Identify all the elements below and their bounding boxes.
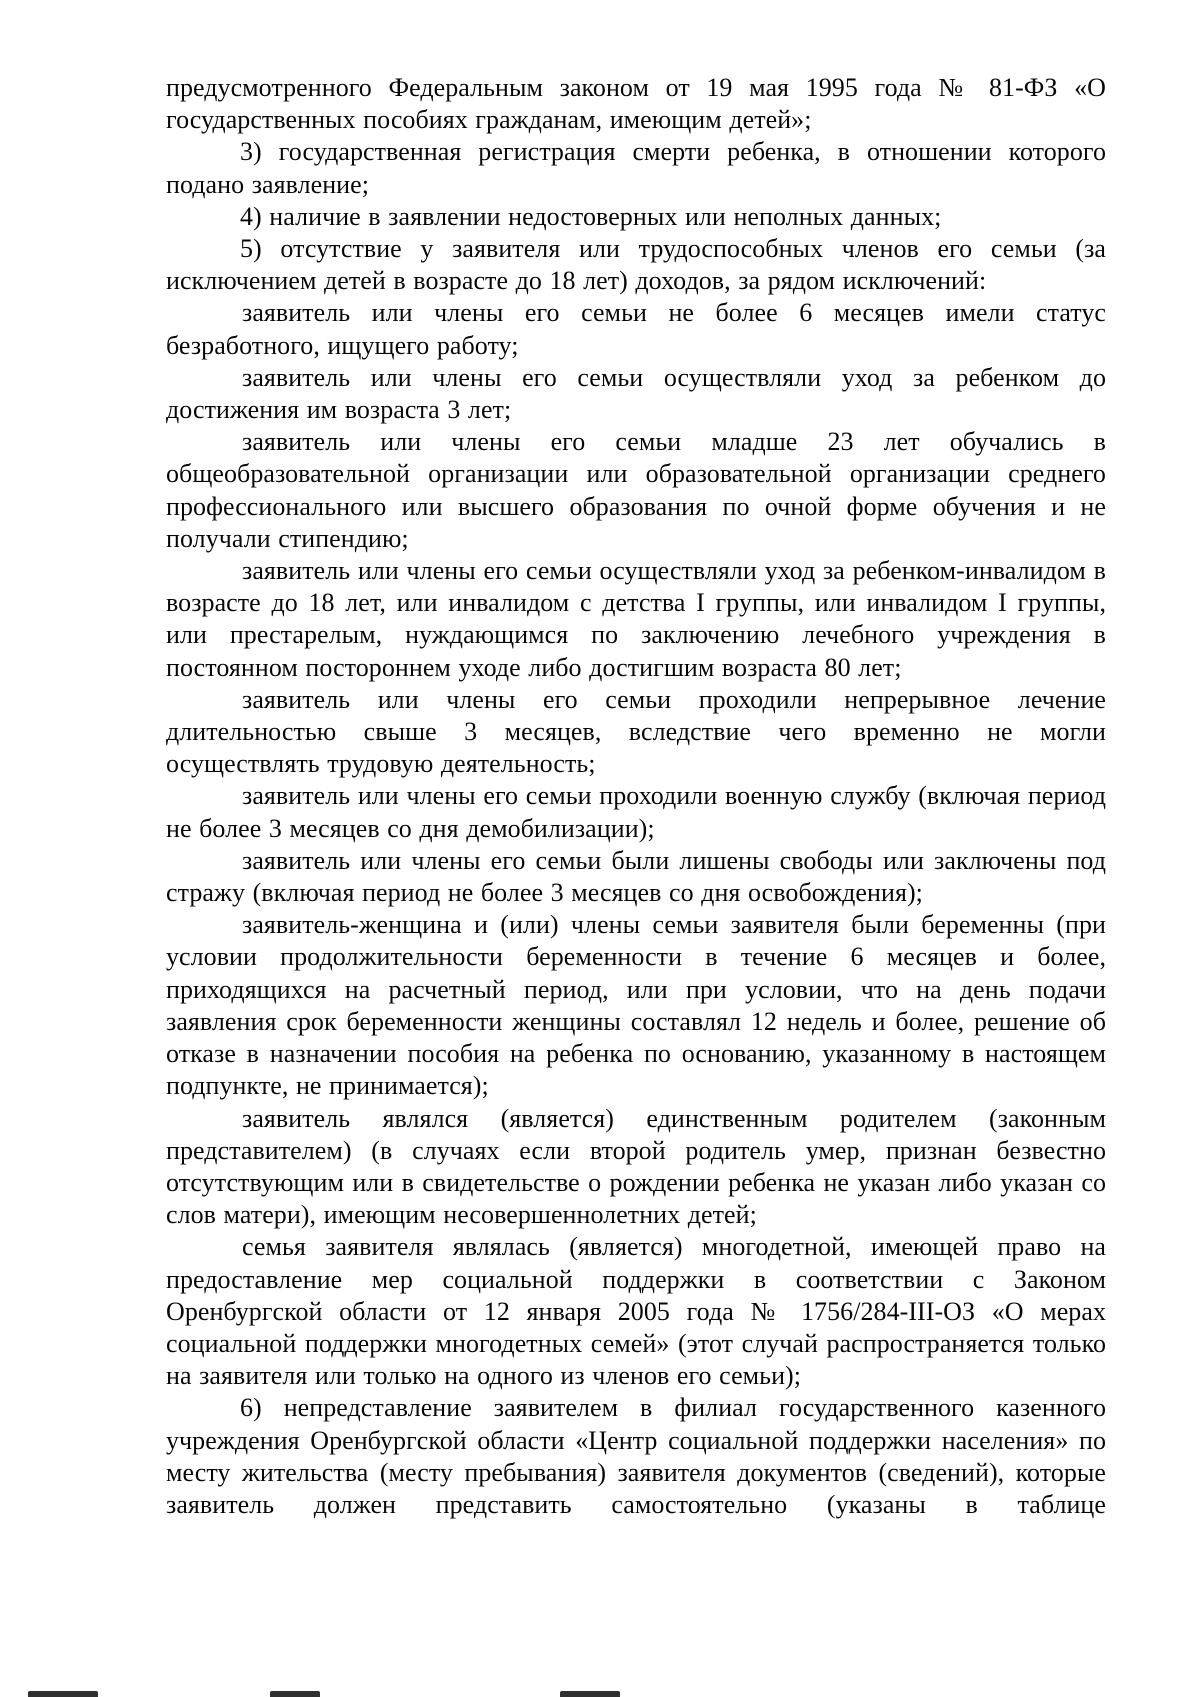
paragraph-exception-large-family: семья заявителя являлась (является) многодетной, имеющей право на предоставление мер социальной поддержки в соответствии с Законом Оренбургской области от 12 января 2005 года № 1756/284-III-ОЗ «О мерах социальной поддержки многодетных семей» (этот случай распространяется только на заявителя или только на одного из членов его семьи); (166, 1232, 1106, 1391)
cut-off-glyphs (560, 1691, 620, 1697)
paragraph-exception-students: заявитель или члены его семьи младше 23 лет обучались в общеобразовательной организации или образовательной организации среднего профессионального или высшего образования по очной форме обучения и не получали стипендию; (166, 427, 1106, 553)
paragraph-exception-disabled-care: заявитель или члены его семьи осуществляли уход за ребенком-инвалидом в возрасте до 18 лет, или инвалидом с детства I группы, или инвалидом I группы, или престарелым, нуждающимся по заключению лечебного учреждения в постоянном постороннем уходе либо достигшим возраста 80 лет; (166, 556, 1106, 682)
paragraph-exception-detention: заявитель или члены его семьи были лишены свободы или заключены под стражу (включая период не более 3 месяцев со дня освобождения); (166, 845, 1106, 908)
paragraph-exception-pregnancy: заявитель-женщина и (или) члены семьи заявителя были беременны (при условии продолжительности беременности в течение 6 месяцев и более, приходящихся на расчетный период, или при условии, что на день подачи заявления срок беременности женщины составлял 12 недель и более, решение об отказе в назначении пособия на ребенка по основанию, указанному в настоящем подпункте, не принимается); (166, 910, 1106, 1101)
paragraph-item-4: 4) наличие в заявлении недостоверных или неполных данных; (240, 201, 942, 231)
paragraph-exception-single-parent: заявитель являлся (является) единственным родителем (законным представителем) (в случаях если второй родитель умер, признан безвестно отсутствующим или в свидетельстве о рождении ребенка не указан либо указан со слов матери), имеющим несовершеннолетних детей; (166, 1103, 1106, 1230)
paragraph-exception-childcare: заявитель или члены его семьи осуществляли уход за ребенком до достижения им возраста 3 лет; (166, 362, 1106, 425)
paragraph-exception-military: заявитель или члены его семьи проходили военную службу (включая период не более 3 месяцев со дня демобилизации); (166, 781, 1106, 843)
document-body (166, 72, 1106, 1521)
paragraph-exception-unemployed: заявитель или члены его семьи не более 6 месяцев имели статус безработного, ищущего работу; (166, 298, 1106, 360)
paragraph-item-5: 5) отсутствие у заявителя или трудоспособных членов его семьи (за исключением детей в возрасте до 18 лет) доходов, за рядом исключений: (166, 234, 1106, 296)
cut-off-glyphs (270, 1691, 320, 1697)
paragraph-continuation: предусмотренного Федеральным законом от 19 мая 1995 года № 81-ФЗ «О государственных пособиях гражданам, имеющим детей»; (166, 73, 1106, 135)
paragraph-exception-treatment: заявитель или члены его семьи проходили непрерывное лечение длительностью свыше 3 месяцев, вследствие чего временно не могли осуществлять трудовую деятельность; (166, 684, 1106, 779)
paragraph-item-6: 6) непредставление заявителем в филиал государственного казенного учреждения Оренбургской области «Центр социальной поддержки населения» по месту жительства (месту пребывания) заявителя документов (сведений), которые заявитель должен представить самостоятельно (указаны в таблице (166, 1393, 1106, 1519)
cut-off-next-line (0, 1689, 1200, 1697)
paragraph-item-3: 3) государственная регистрация смерти ребенка, в отношении которого подано заявление; (166, 137, 1106, 199)
cut-off-glyphs (28, 1691, 98, 1697)
